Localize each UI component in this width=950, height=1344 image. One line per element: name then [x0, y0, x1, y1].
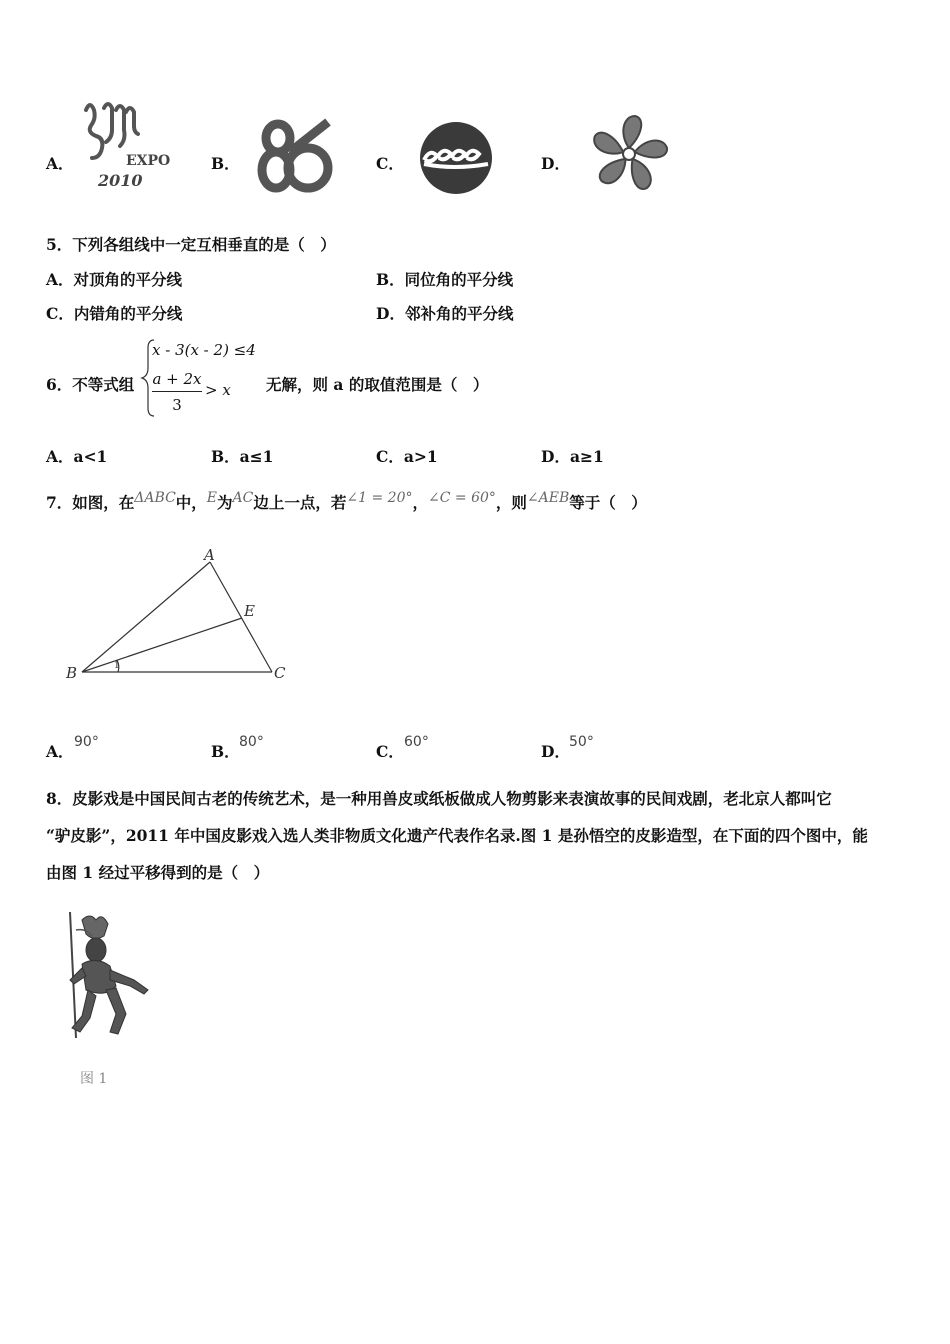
- q7-math-triangle: ΔABC: [134, 490, 176, 506]
- q6-option-d: D．a≥1: [541, 447, 604, 466]
- q4-option-c-label: C．: [376, 154, 404, 173]
- q6-option-a: A．a<1: [46, 447, 108, 466]
- q5-option-b: B．同位角的平分线: [376, 270, 514, 289]
- vertex-b-label: B: [66, 664, 78, 682]
- q7-math-anglec: ∠C = 60°: [428, 490, 496, 506]
- q6-option-c: C．a>1: [376, 447, 438, 466]
- q6-fraction-bar: [152, 391, 202, 392]
- q7-option-b-label: B．: [211, 742, 240, 761]
- q6-suffix: 无解，则 a 的取值范围是（ ）: [266, 375, 489, 394]
- vertex-a-label: A: [204, 546, 215, 564]
- q7-math-angleaeb: ∠AEB: [526, 490, 570, 506]
- q5-option-c: C．内错角的平分线: [46, 304, 183, 323]
- q7-stem: [46, 490, 647, 514]
- q5-stem: 5．下列各组线中一定互相垂直的是（ ）: [46, 235, 336, 254]
- triangle-figure: [60, 540, 300, 690]
- q4-option-d-label: D．: [541, 154, 570, 173]
- q8-line-3: 由图 1 经过平移得到的是（ ）: [46, 863, 270, 882]
- q7-option-b-value: 80°: [239, 734, 264, 750]
- q7-option-d-value: 50°: [569, 734, 594, 750]
- side-ba: [82, 562, 210, 672]
- q7-option-d-label: D．: [541, 742, 570, 761]
- q7-option-c-label: C．: [376, 742, 404, 761]
- segment-be: [82, 618, 242, 672]
- flower-logo: [588, 110, 670, 196]
- q7-option-c-value: 60°: [404, 734, 429, 750]
- wave-circle-logo: [418, 120, 494, 196]
- q7-text-7: 等于（ ）: [569, 493, 647, 512]
- expo-text: EXPO: [126, 153, 171, 169]
- q5-option-a: A．对顶角的平分线: [46, 270, 183, 289]
- q7-math-angle1: ∠1 = 20°: [346, 490, 413, 506]
- q7-option-a-value: 90°: [74, 734, 99, 750]
- q7-text-1: 7．如图，在: [46, 493, 135, 512]
- monkey-king-shadow-puppet: [52, 908, 162, 1058]
- q6-fraction-denominator: 3: [172, 396, 182, 414]
- q6-fraction-numerator: a + 2x: [152, 370, 202, 388]
- q6-inequality-2-relation: > x: [205, 381, 231, 399]
- rings-logo: [256, 114, 338, 196]
- expo-year-text: 2010: [98, 171, 143, 190]
- q6-prefix: 6．不等式组: [46, 375, 135, 394]
- q8-stem: [46, 780, 906, 891]
- side-ac: [210, 562, 272, 672]
- q7-option-a-label: A．: [46, 742, 74, 761]
- expo-2010-logo: [76, 98, 172, 190]
- q5-option-d: D．邻补角的平分线: [376, 304, 514, 323]
- q7-text-4: 边上一点，若: [253, 493, 347, 512]
- q7-text-3: 为: [217, 493, 233, 512]
- point-e-label: E: [244, 602, 255, 620]
- q6-inequality-1: x - 3(x - 2) ≤4: [152, 341, 256, 359]
- q7-text-6: ，则: [495, 493, 527, 512]
- q6-option-b: B．a≤1: [211, 447, 274, 466]
- q7-math-ac: AC: [232, 490, 254, 506]
- q4-option-a-label: A．: [46, 154, 74, 173]
- q7-text-2: 中，: [175, 493, 207, 512]
- q8-line-2: “驴皮影”，2011 年中国皮影戏入选人类非物质文化遗产代表作名录.图 1 是孙悟空的皮影造型，在下面的四个图中，能: [46, 826, 868, 845]
- q4-option-b-label: B．: [211, 154, 240, 173]
- figure-1-caption: 图 1: [80, 1071, 108, 1087]
- vertex-c-label: C: [274, 664, 286, 682]
- angle-1-label: 1: [114, 661, 120, 671]
- q7-text-5: ，: [412, 493, 428, 512]
- q7-math-e: E: [206, 490, 218, 506]
- q8-line-1: 8．皮影戏是中国民间古老的传统艺术，是一种用兽皮或纸板做成人物剪影来表演故事的民间戏剧，老北京人都叫它: [46, 789, 832, 808]
